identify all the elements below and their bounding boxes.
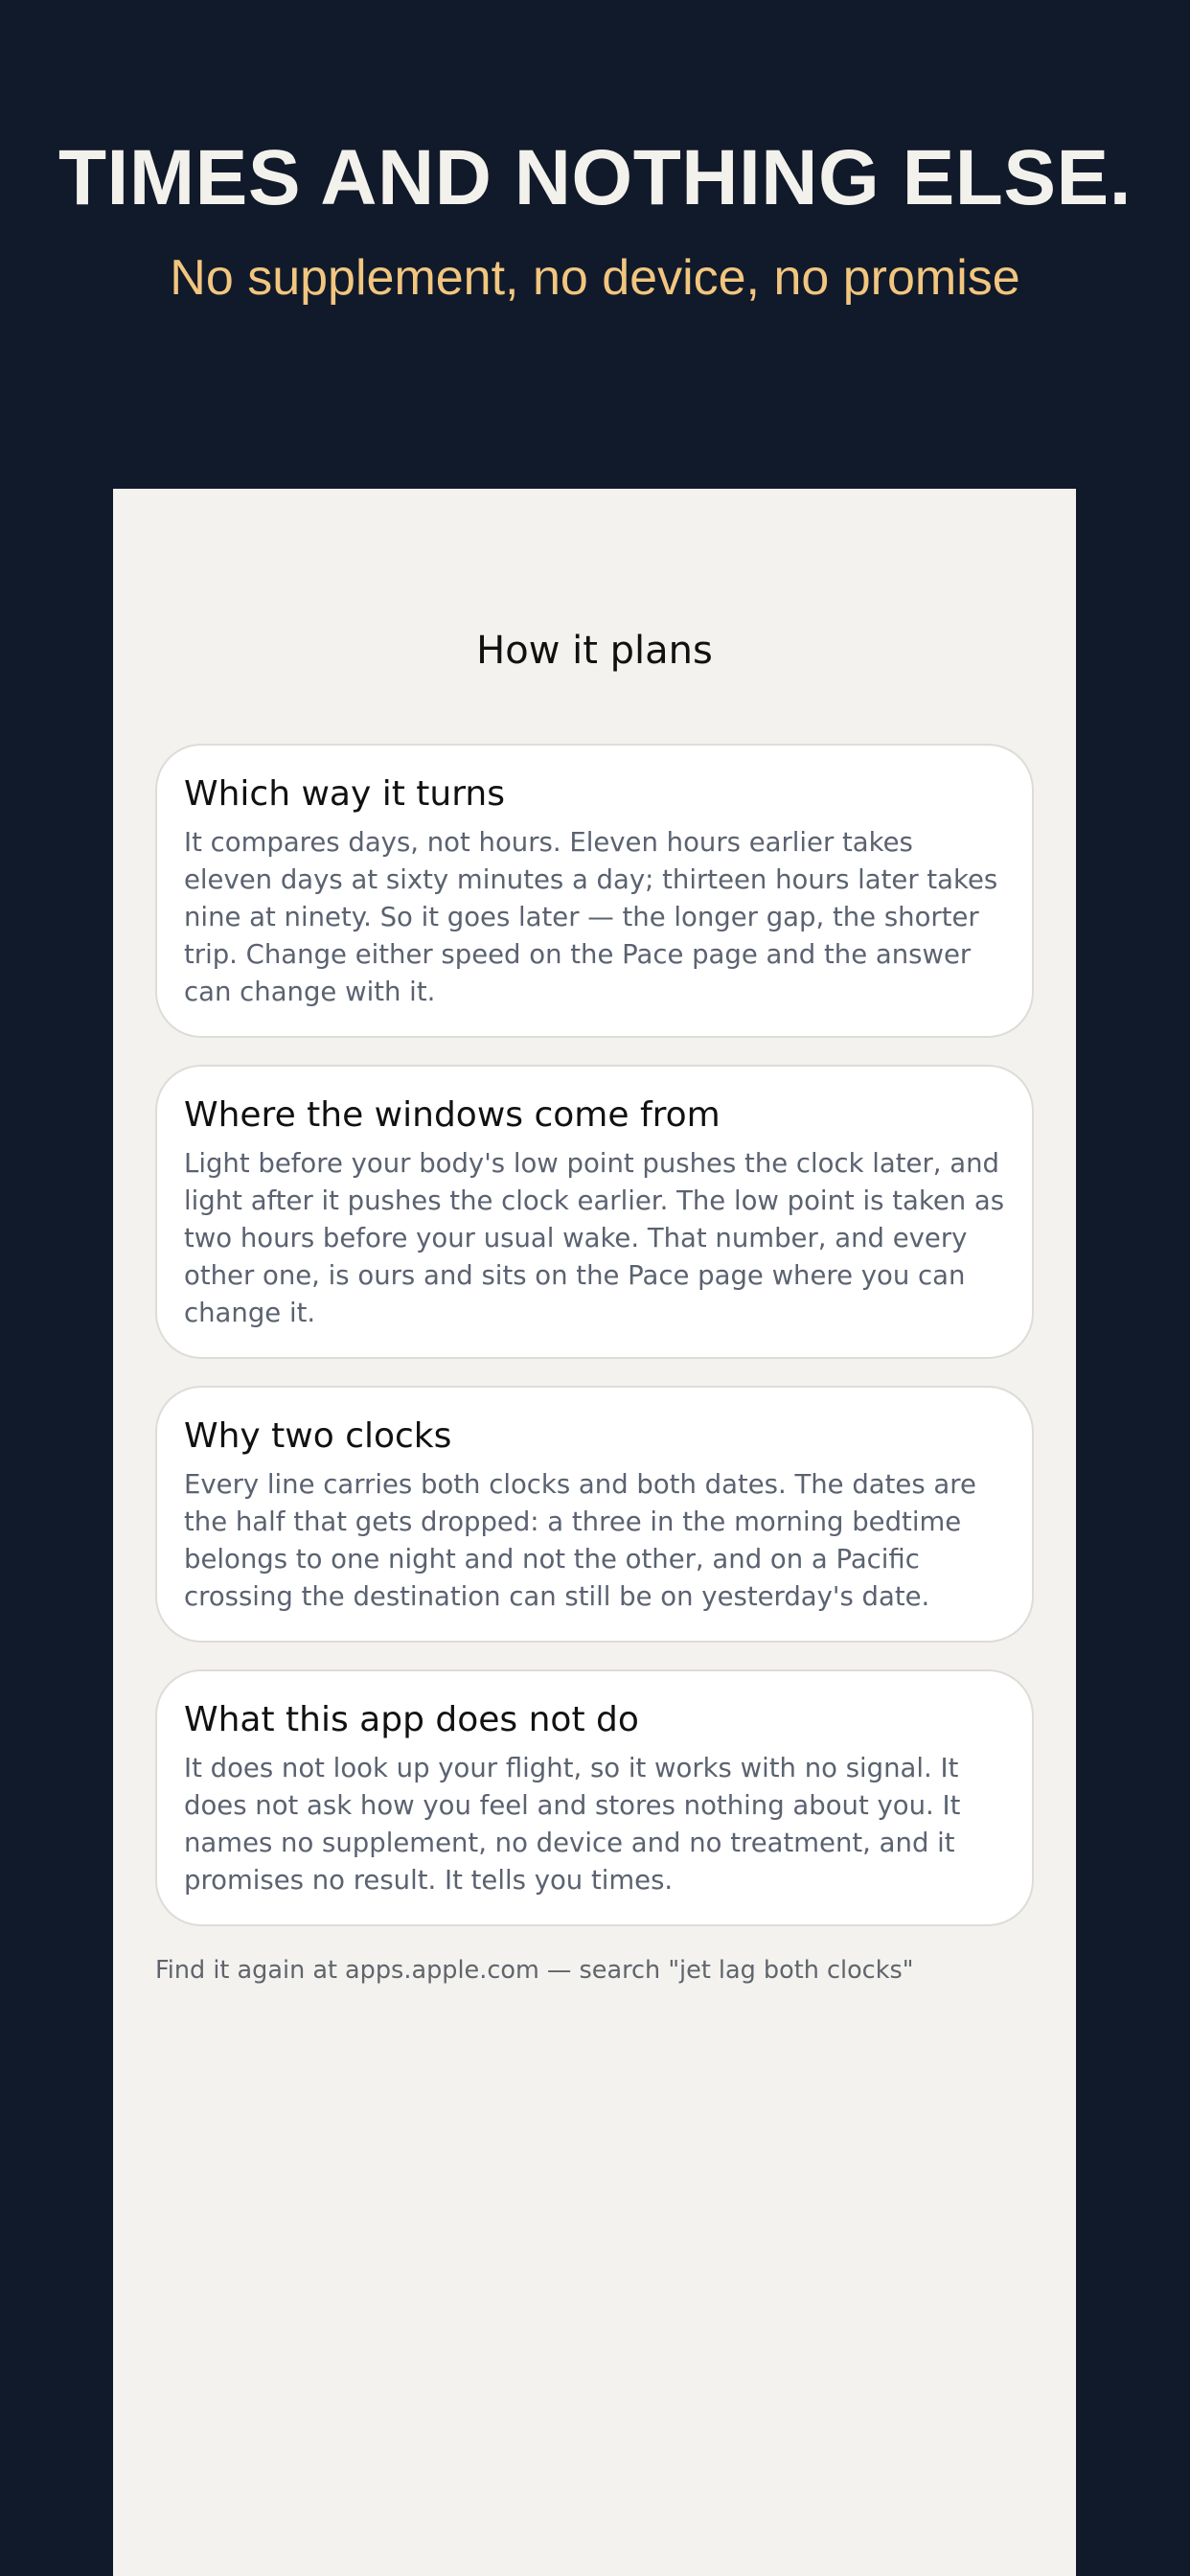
card-title: What this app does not do bbox=[184, 1700, 639, 1739]
info-card-windows bbox=[155, 1065, 1034, 1359]
card-body: It compares days, not hours. Eleven hours earlier takes eleven days at sixty minutes a day; thirteen hours later takes nine at ninety. So it goes later — the longer gap, the shorter trip. Change either speed on the Pace page and the answer can change with it. bbox=[184, 827, 998, 1007]
card-body: Light before your body's low point pushes the clock later, and light after it pushes the clock earlier. The low point is taken as two hours before your usual wake. That number, and every other one, is ours and sits on the Pace page where you can change it. bbox=[184, 1148, 1005, 1328]
card-title: Why two clocks bbox=[184, 1416, 452, 1456]
headline: TIMES AND NOTHING ELSE. bbox=[57, 134, 1133, 221]
info-card-does-not-do bbox=[155, 1669, 1034, 1926]
card-title: Which way it turns bbox=[184, 774, 505, 814]
info-card-list bbox=[155, 744, 1034, 1953]
app-screen bbox=[113, 489, 1076, 2576]
card-body: Every line carries both clocks and both dates. The dates are the half that gets dropped: a three in the morning bedtime belongs to one night and not the other, and on a Pacific crossing the destination can still be on yesterday's date. bbox=[184, 1469, 976, 1612]
page-title: How it plans bbox=[476, 629, 713, 673]
card-title: Where the windows come from bbox=[184, 1095, 721, 1135]
hero-banner bbox=[0, 0, 1190, 489]
subhead: No supplement, no device, no promise bbox=[170, 250, 1020, 306]
info-card-which-way bbox=[155, 744, 1034, 1038]
card-body: It does not look up your flight, so it works with no signal. It does not ask how you feel and stores nothing about you. It names no supplement, no device and no treatment, and it promises no result. It tells you times. bbox=[184, 1753, 961, 1896]
footer-note: Find it again at apps.apple.com — search "jet lag both clocks" bbox=[155, 1956, 914, 1985]
info-card-two-clocks bbox=[155, 1386, 1034, 1643]
